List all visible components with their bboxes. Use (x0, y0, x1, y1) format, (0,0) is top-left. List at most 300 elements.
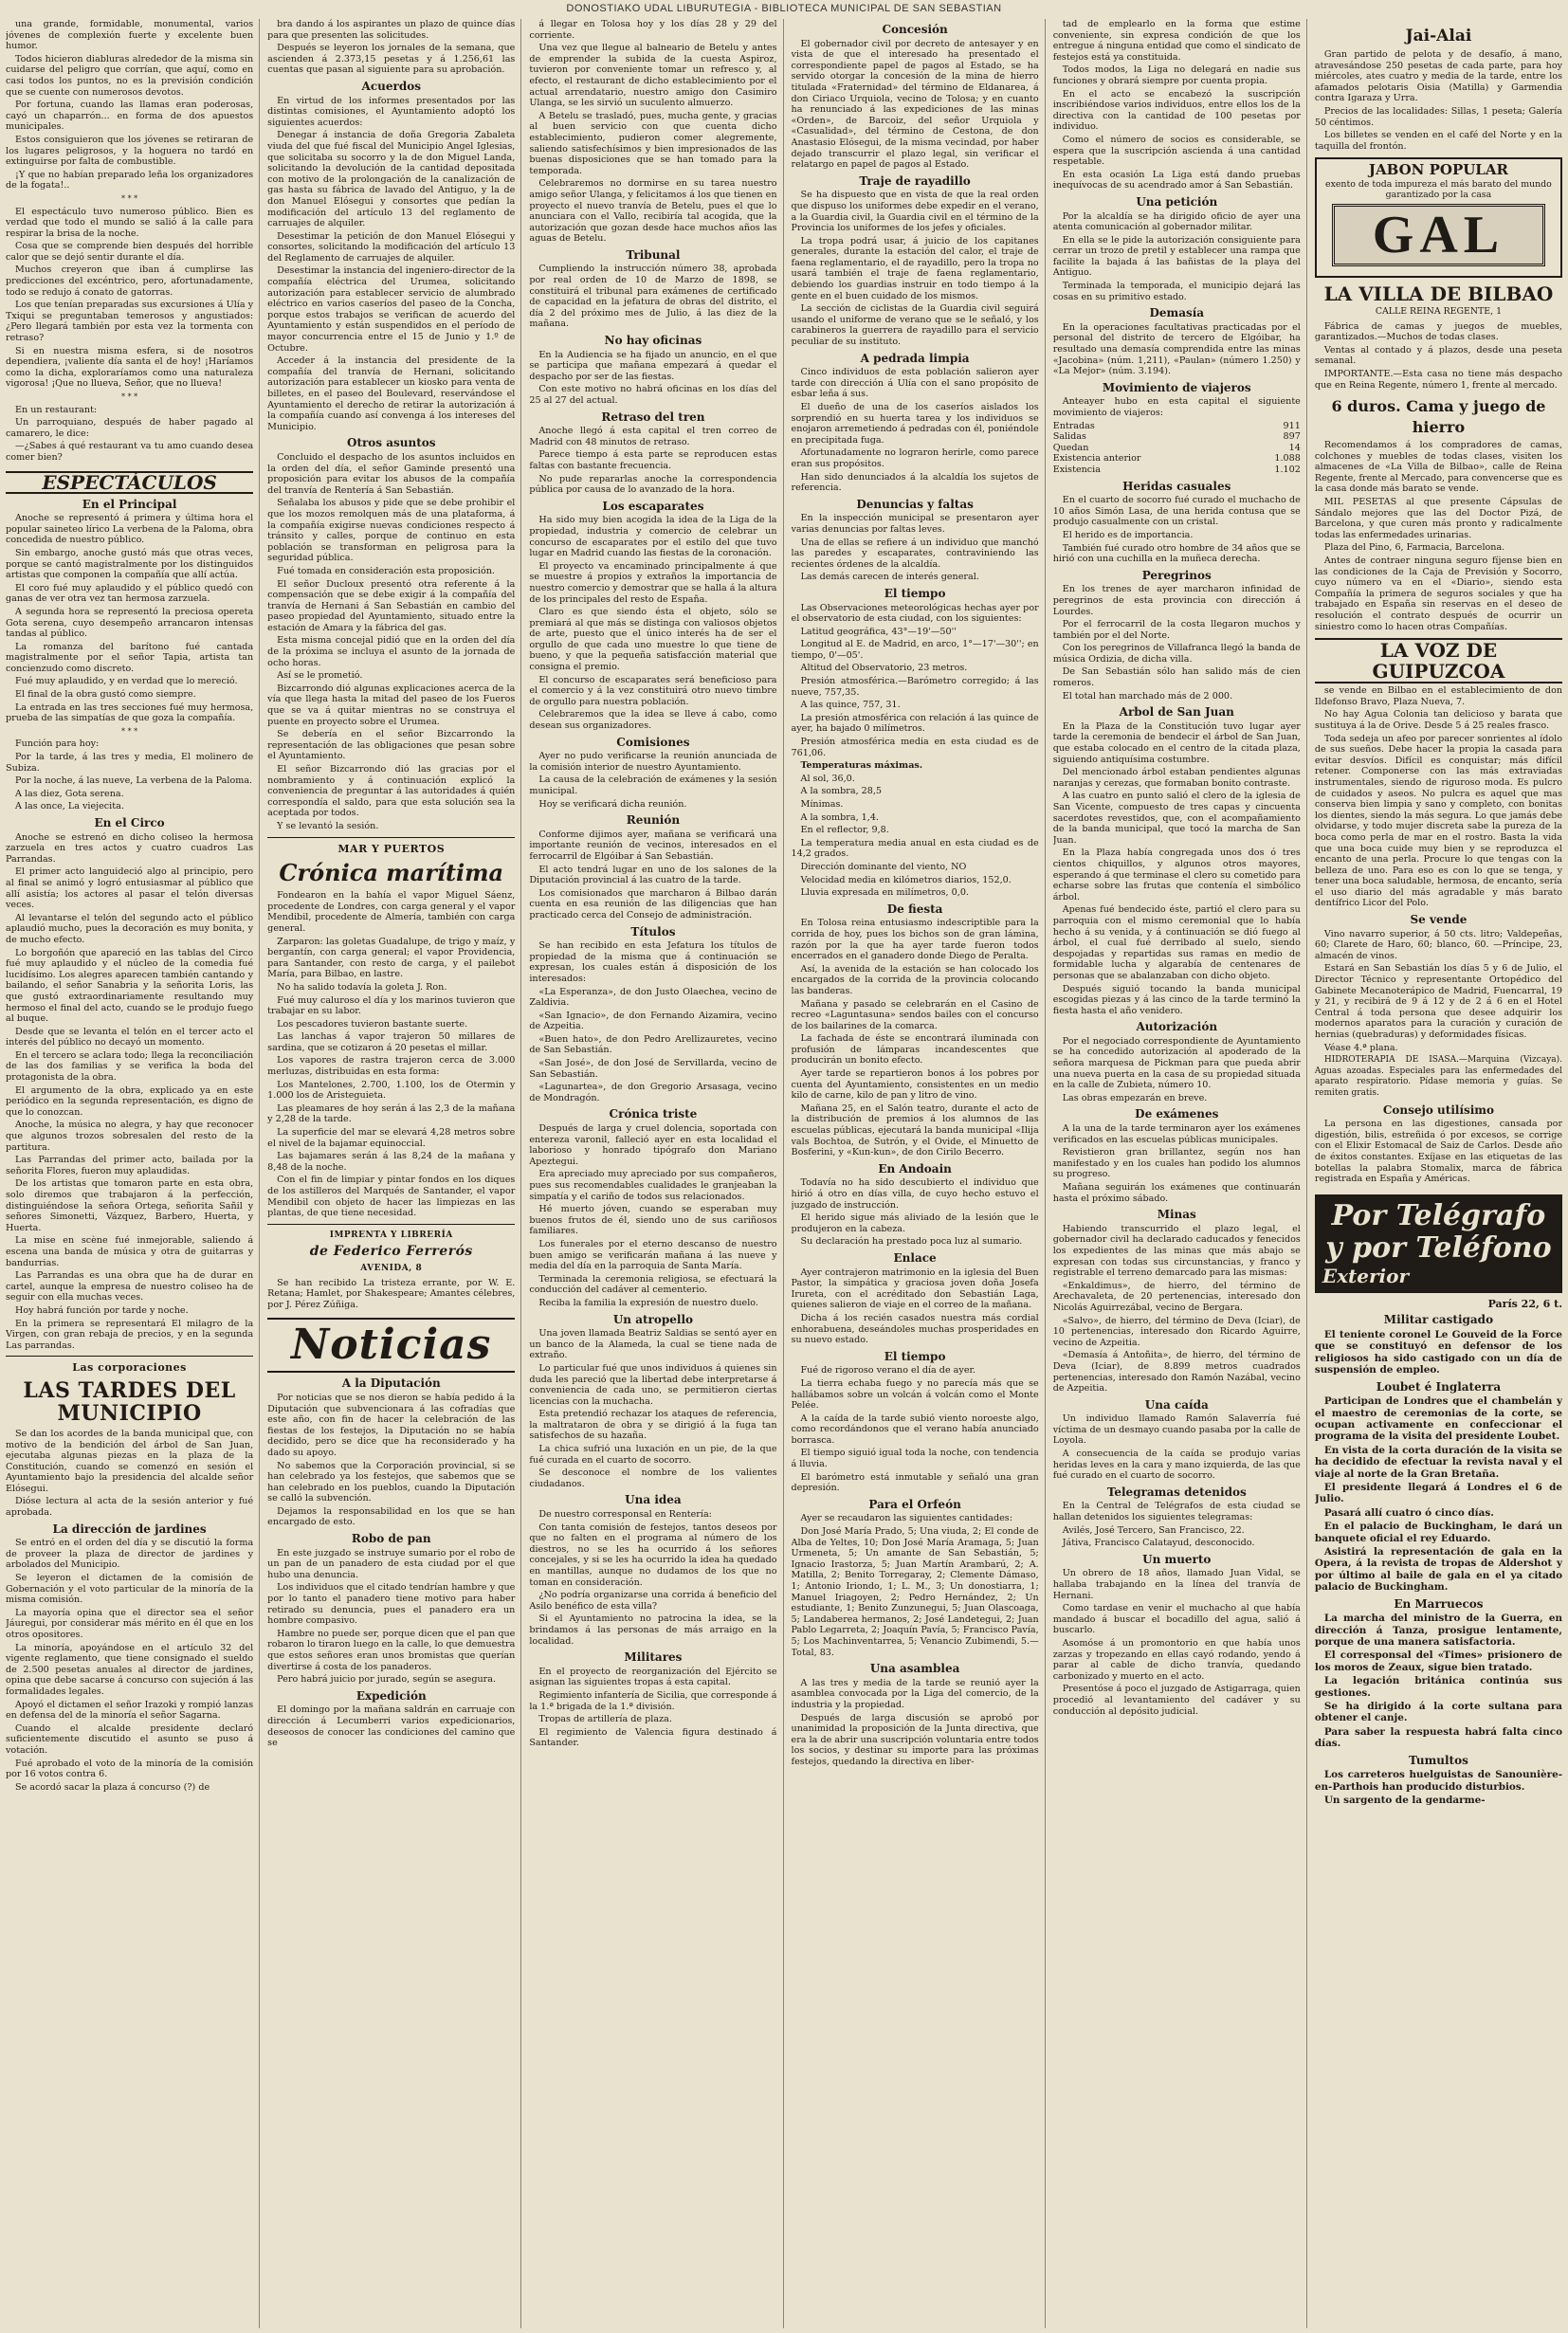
tardes-paras (6, 1429, 253, 1519)
paragraph: Dejamos la responsabilidad en los que se han encargado de esto. (267, 1505, 516, 1528)
paragraph: Los individuos que el citado tendrían hambre y que por lo tanto el panadero tiene motivo para haber retirado su denuncia, pues el panadero era un hombre compasivo. (267, 1582, 516, 1627)
fiesta-paras (792, 918, 1039, 1157)
paragraph: La presión atmosférica con relación á las quince de ayer, ha bajado 0 milímetros. (791, 712, 1039, 735)
paragraph: En un restaurant: (15, 404, 98, 415)
paragraph: Celebraremos no dormirse en su tarea nuestro amigo señor Ulanga, y felicitamos á los que tienen en proyecto el nuevo tranvía de Betelu, pues el que lo anunciara con el Vallo, recibiría tal acogida, que la autorización que gozan desde hace muchos años las aguas de Betelu. (529, 178, 777, 245)
divider (267, 837, 515, 838)
subsection-title-idea: Una idea (625, 1493, 682, 1507)
paragraph: No sabemos que la Corporación provincial, si se han celebrado ya los festejos, que sabemos que se han celebrado en los pueblos, cuando la Diputación se calló la subvención. (267, 1460, 516, 1504)
paragraph: A las cuatro en punto salió el clero de la iglesia de San Vicente, compuesto de tres capas y cincuenta sacerdotes revestidos, que, con el acompañamiento de la banda municipal, que tocó la marcha de San Juan. (1052, 791, 1301, 846)
paragraph: A las tres y media de la tarde se reunió ayer la asamblea convocada por la Liga del comercio, de la industria y la propiedad. (791, 1677, 1039, 1710)
paragraph: Desestimar la petición de don Manuel Elósegui y consortes, solicitando la modificación del artículo 13 del Reglamento de carruajes de alquiler. (267, 230, 516, 264)
paragraph: Denegar á instancia de doña Gregoria Zabaleta viuda del que fué fiscal del Municipio Angel Iglesias, que solicitaba su socorro y la de don Miguel Landa, solicitando la devolución de la cantidad depositada con motivo de la prolongación de la canalización de gas hasta su fábrica de lavado del Antiguo, y la de don Manuel Elósegui y consortes que pedían la modificación del artículo 13 del reglamento de carruajes de alquiler. (267, 130, 516, 229)
subsection-title-militares: Militares (624, 1650, 683, 1665)
paragraph: «Buen hato», de don Pedro Arellizauretes, vecino de San Sebastián. (529, 1033, 777, 1056)
viajeros-label: Existencia (1052, 464, 1101, 475)
paragraph: Un sargento de la gendarme- (1323, 1795, 1486, 1807)
paragraph: Participan de Londres que el chambelán y el maestro de ceremonias de la corte, se ocupan activamente en confeccionar el programa de la visita del presidente Loubet. (1314, 1395, 1563, 1443)
paragraph: La mise en scène fué inmejorable, saliendo á escena una banda de música y otra de guitarras y bandurrias. (6, 1235, 254, 1268)
paragraph: El concurso de escaparates será beneficioso para el comercio y á la vez constituirá otro nuevo timbre de orgullo para nuestra población. (529, 674, 777, 707)
subsection-title-escaparates: Los escaparates (602, 499, 704, 513)
paragraph: Se entró en el orden del día y se discutió la forma de proveer la plaza de director de jardines y arbolados del Municipio. (6, 1538, 254, 1571)
caida-paras (1053, 1413, 1301, 1482)
paragraph: Con tanta comisión de festejos, tantos deseos por que no falten en el programa al número de los diestros, no se les ha ocurrido á los señores concejales, y si se les ha ocurrido la idea ha quedado en mantillas, aunque no dudamos de los que no toman en consideración. (529, 1522, 777, 1588)
paragraph: El coro fué muy aplaudido y el público quedó con ganas de ver otra vez tan hermosa zarzuela. (6, 582, 254, 605)
paragraph: Fondearon en la bahía el vapor Miguel Sáenz, procedente de Londres, con carga general y el vapor Mendibil, procedente de Almería, también con carga general. (267, 890, 516, 934)
paragraph: ¿No podría organizarse una corrida á beneficio del Asilo benéfico de esta villa? (529, 1590, 777, 1612)
paragraph: Después se leyeron los jornales de la semana, que ascienden á 2.373,15 pesetas y á 1.256,61 las cuentas que pasan al siguiente para su aprobación. (267, 43, 516, 76)
paragraph: La chica sufrió una luxación en un pie, de la que fué curada en el cuarto de socorro. (529, 1444, 777, 1466)
paragraph: En este juzgado se instruye sumario por el robo de un pan de un panadero de esta ciudad por el que hubo una denuncia. (267, 1547, 516, 1580)
diputacion-paras (267, 1393, 515, 1528)
paragraph: En el reflector, 9,8. (800, 825, 889, 836)
subsection-title-tiempo-2: El tiempo (884, 1349, 946, 1363)
paragraph: Regimiento infantería de Sicilia, que corresponde á la 1.ª brigada de la 1.ª división. (529, 1689, 777, 1712)
separator: * * * (121, 392, 138, 401)
paragraph: Del mencionado árbol estaban pendientes algunas naranjas y cerezas, que formaban bonito contraste. (1052, 767, 1301, 789)
paragraph: Las obras empezarán en breve. (1062, 1092, 1208, 1103)
paragraph: Los Mantelones, 2.700, 1.100, los de Otermin y 1.000 los de Aristeguieta. (267, 1079, 516, 1102)
paragraph: Ayer contrajeron matrimonio en la iglesia del Buen Pastor, la simpática y graciosa joven doña Josefa Irureta, con el acréditado don Sebastián Laga, quienes salieron de viaje en el correo de la mañana. (791, 1267, 1039, 1311)
rayadillo-paras (792, 190, 1039, 347)
paragraph: Por la alcaldía se ha dirigido oficio de ayer una atenta comunicación al gobernador militar. (1052, 210, 1301, 233)
comisiones-paras (529, 751, 776, 810)
paragraph: Precios de las localidades: Sillas, 1 peseta; Galería 50 céntimos. (1314, 105, 1563, 128)
paragraph: En el cuarto de socorro fué curado el muchacho de 10 años Simón Lasa, de una herida contusa que se produjo casualmente con un cristal. (1052, 495, 1301, 528)
paragraph: Mañana seguirán los exámenes que continuarán hasta el próximo sábado. (1052, 1182, 1301, 1204)
paragraph: Se ha dispuesto que en vista de que la real orden que dispuso los uniformes debe expedir en el verano, a la Guardia civil, la Guardia civil en el término de la Provincia los uniformes de los jefes y oficiales. (791, 190, 1039, 234)
paragraph: Ayer tarde se repartieron bonos á los pobres por cuenta del Ayuntamiento, consistentes en un medio kilo de carne, kilo de pan y litro de vino. (791, 1068, 1039, 1102)
paragraph: La superficie del mar se elevará 4,28 metros sobre el nivel de la bajamar equinoccial. (267, 1127, 516, 1149)
paragraph: Mínimas. (800, 799, 844, 810)
paragraph: A la sombra, 28,5 (800, 786, 883, 797)
paragraph: De San Sebastián sólo han salido más de cien romeros. (1052, 666, 1301, 689)
col2-top-paras (267, 19, 515, 76)
paragraph: Los carreteros huelguistas de Sanounière-en-Parthois han producido disturbios. (1314, 1769, 1563, 1793)
reunion-paras (529, 829, 776, 921)
subsection-title-retraso: Retraso del tren (601, 410, 705, 424)
section-title-mar-puertos: MAR Y PUERTOS (337, 842, 446, 855)
paragraph: Conforme dijimos ayer, mañana se verificará una importante reunión de vecinos, interesados en el ferrocarril de Elgóibar á San Sebastián. (529, 829, 777, 862)
paragraph: Fué aprobado el voto de la minoría de la comisión por 16 votos contra 6. (6, 1758, 254, 1780)
viajeros-value: 14 (1288, 442, 1301, 453)
otros-paras (267, 452, 515, 832)
asamblea-paras (792, 1678, 1039, 1768)
paragraph: Bizcarrondo dió algunas explicaciones acerca de la vía que llega hasta la mitad del paseo de los Fueros que se va á quitar mientras no se construya el puente en proyecto sobre el Urumea. (267, 683, 516, 727)
concesion-paras (792, 39, 1039, 171)
paragraph: De los artistas que tomaron parte en esta obra, solo diremos que trabajaron á la perfección, distinguiéndose la señora Ortega, señorita Sañil y señores Simonetti, Vázquez, Barbero, Huerta, y Huerta. (6, 1178, 254, 1233)
peticion-paras (1053, 211, 1301, 303)
subsection-title-marruecos: En Marruecos (1394, 1596, 1484, 1611)
restaurant-paras (6, 405, 253, 464)
paragraph: Si el Ayuntamiento no patrocina la idea, se la brindamos á las personas de más arraigo en la localidad. (529, 1613, 777, 1647)
subsection-title-acuerdos: Acuerdos (361, 79, 421, 93)
paragraph: «La Esperanza», de don Justo Olaechea, vecino de Zaldivia. (529, 986, 777, 1009)
paragraph: El dueño de una de los caseríos aislados los sorprendió en su huerta tarea y los individuos se enojaron arremetiendo á pedradas con él, poniéndole en precipitada fuga. (791, 402, 1039, 446)
recomendamos-paras (1315, 440, 1562, 632)
paragraph: El total han marchado más de 2 000. (1062, 690, 1233, 702)
marruecos-paras (1315, 1613, 1562, 1749)
paragraph: Las Parrandas es una obra que ha de durar en cartel, aunque la empresa de nuestro coliseo ha de seguir con ella muchas veces. (6, 1270, 254, 1303)
paragraph: Velocidad media en kilómetros diarios, 152,0. (800, 874, 1012, 885)
subsection-title-denuncias: Denuncias y faltas (856, 497, 974, 511)
paragraph: Desde que se levanta el telón en el tercer acto el interés del público no decayó un momento. (6, 1026, 254, 1048)
paragraph: En el tercero se aclara todo; llega la reconciliación de las dos familias y se verifica la boda del protagonista de la obra. (6, 1049, 254, 1084)
paragraph: Hé muerto jóven, cuando se esperaban muy buenos frutos de él, siendo uno de sus cariñosos familiares. (529, 1204, 777, 1237)
banner-exterior: Exterior (1322, 1264, 1410, 1287)
subsection-title-expedicion: Expedición (356, 1688, 427, 1703)
viajeros-label: Salidas (1052, 431, 1086, 443)
temperaturas-list (792, 774, 1039, 899)
viajeros-row (1053, 431, 1301, 443)
paragraph: una grande, formidable, monumental, varios jóvenes de complexión fuerte y excelente buen humor. (6, 19, 254, 52)
paragraph: A segunda hora se representó la preciosa opereta Gota serena, cuyo desempeño arrancaron intensas tandas al público. (6, 606, 254, 640)
paragraph: Anoche llegó á esta capital el tren correo de Madrid con 48 minutos de retraso. (529, 426, 777, 447)
paragraph: Fué tomada en consideración esta proposición. (277, 565, 495, 576)
viajeros-value: 911 (1283, 420, 1301, 431)
paragraph: Se desconoce el nombre de los valientes ciudadanos. (529, 1467, 777, 1489)
paragraph: Asistirá la representación de gala en la Opera, á la revista de tropas de Aldershot y por último al baile de gala en el ya citado palacio de Buckingham. (1314, 1546, 1563, 1594)
paragraph: Ha sido muy bien acogida la idea de la Liga de la propiedad, industria y comercio de celebrar un concurso de escaparates por el estilo del que tuvo lugar en Madrid cuando las fiestas de la coronación. (529, 515, 777, 559)
intro-paras (6, 19, 253, 191)
paragraph: Se debería en el señor Bizcarrondo la representación de las obligaciones que pesan sobre el Ayuntamiento. (267, 729, 516, 762)
paragraph: Un parroquiano, después de haber pagado al camarero, le dice: (6, 417, 254, 439)
subsection-title-concesion: Concesión (882, 23, 948, 36)
viajeros-row (1053, 421, 1301, 432)
libreria-title: IMPRENTA Y LIBRERÍA (329, 1230, 453, 1240)
paragraph: En la inspección municipal se presentaron ayer varias denuncias por faltas leves. (791, 513, 1039, 535)
paragraph: Reciba la familia la expresión de nuestro duelo. (538, 1297, 758, 1308)
tumultos-paras (1315, 1769, 1562, 1806)
paragraph: Concluido el despacho de los asuntos incluidos en la orden del día, el señor Gaminde presentó una proposición para evitar los abusos de la compañía del tranvía de Rentería á San Sebastián. (267, 451, 516, 496)
paragraph: Se ha dirigido á la corte sultana para obtener el canje. (1314, 1701, 1563, 1724)
minas-paras (1053, 1224, 1301, 1394)
ad-seis-duros: 6 duros. Cama y juego de hierro (1331, 397, 1546, 437)
paragraph: tad de emplearlo en la forma que estime conveniente, sin expresa condición de que los entregue á ninguna entidad que como el sindicato de festejos está ya constituida. (1052, 19, 1301, 63)
paragraph: De nuestro corresponsal en Rentería: (538, 1509, 712, 1521)
robo-paras (267, 1548, 515, 1686)
separator: * * * (121, 726, 138, 736)
paragraph: La tropa podrá usar, á juicio de los capitanes generales, durante la estación del calor, el traje de faena reglamentario, el de rayadillo, pero la tropa no usará también el traje de faena reglamentario, debiendo los guardias instruir en todo tiempo á la gente en el buen cuidado de los mismos. (791, 235, 1039, 301)
examenes-paras (1053, 1123, 1301, 1204)
paragraph: Al levantarse el telón del segundo acto el público aplaudió mucho, pues la decoración es muy bonita, y de mucho efecto. (6, 912, 254, 945)
subsection-title-muerto: Un muerto (1142, 1552, 1212, 1566)
paragraph: Las demás carecen de interés general. (800, 572, 979, 583)
paragraph: En la Plaza de la Constitución tuvo lugar ayer tarde la ceremonia de bendecir el árbol de San Juan, que estaba colocado en el centro de la citada plaza, siguiendo antiquísima costumbre. (1052, 720, 1301, 765)
paragraph: Con los peregrinos de Villafranca llegó la banda de música Ordizia, de dicha villa. (1052, 643, 1301, 665)
andoain-paras (792, 1177, 1039, 1248)
viajeros-label: Entradas (1052, 420, 1095, 431)
paragraph: La persona en las digestiones, cansada por digestión, bilis, estreñida ó por excesos, se corrige con el Elixir Estomacal de Saiz de Carlos. Desde año de éxitos constantes. Exíjase en las etiquetas de las botellas la palabra Stomalix, marca de fábrica registrada en España y Américas. (1314, 1119, 1563, 1185)
loubet-paras (1315, 1395, 1562, 1594)
paragraph: Estará en San Sebastián los días 5 y 6 de Julio, el Director Técnico y representante Ortopédico del Gabinete Mecanoterápico de Madrid, Fuencarral, 19 y 21, y recibirá de 9 á 12 y de 2 á 6 en el Hotel Central á toda persona que desee adquirir los modernos aparatos para la curación y curación de hernias (quebraduras) y deformidades físicas. (1314, 963, 1563, 1040)
paragraph: Hambre no puede ser, porque dicen que el pan que robaron lo tiraron luego en la calle, lo que demuestra que estos señores eran unos bromistas que querían divertirse á costa de los panaderos. (267, 1628, 516, 1672)
tribunal-paras (529, 264, 776, 330)
paragraph: IMPORTANTE.—Esta casa no tiene más despacho que en Reina Regente, número 1, frente al mercado. (1314, 368, 1563, 391)
column-2 (267, 19, 521, 2328)
subsection-title-andoain: En Andoain (878, 1161, 952, 1176)
subsection-title-se-vende: Se vende (1410, 913, 1468, 927)
telegramas-paras (1053, 1501, 1301, 1548)
paragraph: Avilés, José Tercero, San Francisco, 22. (1062, 1524, 1245, 1536)
banner-telegrafo-line2: y por Teléfono (1325, 1230, 1552, 1265)
paragraph: Muchos creyeron que iban á cumplirse las predicciones del excéntrico, pero, afortunadamente, todo se redujo á conato de gatorras. (6, 264, 254, 298)
orfeon-paras (792, 1513, 1039, 1658)
paragraph: Las lanchas á vapor trajeron 50 millares de sardina, que se cotizaron á 20 pesetas el millar. (267, 1031, 516, 1053)
column-5 (1053, 19, 1307, 2328)
subsection-title-principal: En el Principal (82, 497, 177, 511)
viajeros-value: 1.088 (1274, 453, 1301, 465)
enlace-paras (792, 1267, 1039, 1346)
subsection-title-comisiones: Comisiones (616, 735, 690, 749)
paragraph: Pero habrá juicio por jurado, según se asegura. (277, 1674, 496, 1686)
paragraph: El acto tendrá lugar en uno de los salones de la Diputación provincial á las cuatro de la tarde. (529, 864, 777, 886)
paragraph: Por el ferrocarril de la costa llegaron muchos y también por el del Norte. (1052, 619, 1301, 641)
viajeros-row (1053, 443, 1301, 454)
paragraph: El herido es de importancia. (1062, 529, 1194, 540)
peregrinos-paras (1053, 584, 1301, 702)
paragraph: Presión atmosférica.—Barómetro corregido; á las nueve, 757,35. (791, 676, 1039, 698)
paragraph: Las Parrandas del primer acto, bailada por la señorita Flores, fueron muy aplaudidas. (6, 1155, 254, 1176)
subsection-title-cronica-triste: Crónica triste (609, 1107, 698, 1121)
paragraph: Mañana 25, en el Salón teatro, durante el acto de la distribución de premios á los alumnos de las escuelas públicas, ejecutará la banda municipal «Ilija vals Bochtoa, de Sutrón, y el Ovide, el Minuetto de Bosferini, y «Kun-kun», de don Cirilo Becerro. (791, 1103, 1039, 1158)
libreria-name: de Federico Ferrerós (309, 1244, 473, 1260)
subsection-title-loubet: Loubet é Inglaterra (1376, 1379, 1502, 1394)
paragraph: Los comisionados que marcharon á Bilbao darán cuenta en esa reunión de las diligencias que han practicado cerca del Consejo de administración. (529, 887, 777, 920)
acuerdos-paras (267, 96, 515, 433)
paragraph: Ayer no pudo verificarse la reunión anunciada de la comisión interior de nuestro Ayuntamiento. (529, 751, 777, 773)
paragraph: Se dan los acordes de la banda municipal que, con motivo de la bendición del árbol de San Juan, ejecutaba algunas piezas en la plaza de la Constitución, cuando se comenzó en sesión el Ayuntamiento bajo la presidencia del alcalde señor Elósegui. (6, 1428, 254, 1494)
paragraph: A las once, La viejecita. (15, 801, 124, 812)
paragraph: La entrada en las tres secciones fué muy hermosa, prueba de las simpatías de que goza la compañía. (6, 702, 254, 724)
paragraph: Un individuo llamado Ramón Salaverría fué víctima de un desmayo cuando pasaba por la calle de Loyola. (1052, 1413, 1301, 1447)
divider (6, 1356, 253, 1357)
paragraph: En esta ocasión La Liga está dando pruebas inequívocas de su acendrado amor á San Sebastián. (1052, 169, 1301, 191)
paragraph: Vino navarro superior, á 50 cts. litro; Valdepeñas, 60; Clarete de Haro, 60; blanco, 60. —Príncipe, 23, almacén de vinos. (1314, 928, 1563, 961)
paragraph: Esta pretendió rechazar los ataques de referencia, la maltrataron de obra y se dirigió á la fuga tan satisfechos de su hazaña. (529, 1409, 777, 1442)
paragraph: Con el fin de limpiar y pintar fondos en los diques de los astilleros del Marqués de Santander, el vapor Mendibil con objeto de hacer las limpiezas en las plantas, de que tiene necesidad. (267, 1175, 516, 1219)
paragraph: Asomóse á un promontorio en que había unos zarzas y tropezando en ellas cayó rodando, yendo á parar al cable de dicho tranvía, quedando carbonizado y muerto en el acto. (1052, 1637, 1301, 1682)
paragraph: Dirección dominante del viento, NO (800, 861, 967, 872)
paragraph: El argumento de la obra, explicado ya en este periódico en la segunda representación, es digno de que lo conozcan. (6, 1084, 254, 1118)
paragraph: Ayer se recaudaron las siguientes cantidades: (800, 1513, 1012, 1524)
denuncias-paras (792, 513, 1039, 583)
paragraph: Véase 4.ª plana. (1323, 1042, 1398, 1053)
subsection-title-autorizacion: Autorización (1136, 1020, 1218, 1034)
funcion-paras (6, 738, 253, 812)
subsection-title-robo: Robo de pan (351, 1532, 431, 1546)
subsection-title-heridas: Heridas casuales (1122, 479, 1231, 493)
banner-telegrafo (1315, 1194, 1562, 1293)
subsection-title-enlace: Enlace (893, 1250, 937, 1265)
viajeros-row (1053, 453, 1301, 465)
paragraph: En la primera se representará El milagro de la Virgen, con gran rebaja de precios, y en la segunda Las parrandas. (6, 1318, 254, 1351)
paragraph: Fábrica de camas y juegos de muebles, garantizados.—Muchos de todas clases. (1314, 320, 1563, 343)
paragraph: Los pescadores tuvieron bastante suerte. (277, 1018, 468, 1030)
paragraph: Habiendo transcurrido el plazo legal, el gobernador civil ha declarado caducados y fenecidos los expedientes de las minas que más abajo se expresan con todas sus circunstancias, y franco y registrable el terreno demarcado para las mismas: (1052, 1223, 1301, 1279)
paragraph: Zarparon: las goletas Guadalupe, de trigo y maíz, y bergantín, con carga general; el vapor Providencia, para Santander, con resto de carga, y el pailebot María, para Bilbao, en lastre. (267, 936, 516, 980)
paragraph: Játiva, Francisco Calatayud, desconocido. (1062, 1538, 1255, 1549)
subsection-title-titulos: Títulos (630, 924, 676, 939)
paragraph: bra dando á los aspirantes un plazo de quince días para que presenten las solicitudes. (267, 19, 516, 41)
circo-paras (6, 832, 253, 1352)
autorizacion-paras (1053, 1036, 1301, 1104)
paragraph: Función para hoy: (15, 738, 100, 750)
viajeros-label: Existencia anterior (1052, 453, 1141, 465)
paragraph: Fué muy aplaudido, y en verdad que lo mereció. (15, 676, 238, 687)
paragraph: Celebraremos que la idea se lleve á cabo, como desean sus organizadores. (529, 709, 777, 732)
paragraph: Por la noche, á las nueve, La verbena de la Paloma. (15, 775, 253, 787)
viajeros-label: Quedan (1052, 442, 1089, 453)
subsection-title-tiempo: El tiempo (884, 586, 946, 600)
ad-voz-guipuzcoa: LA VOZ DE GUIPUZCOA (1315, 638, 1562, 683)
retraso-paras (529, 426, 776, 496)
arbol-paras (1053, 721, 1301, 1016)
paragraph: á llegar en Tolosa hoy y los días 28 y 29 del corriente. (529, 19, 777, 41)
paragraph: En ella se le pide la autorización consiguiente para cerrar un trozo de pretil y establecer una rampa que facilite la bajada á las bañistas de la playa del Antiguo. (1052, 234, 1301, 279)
paragraph: A las quince, 757, 31. (800, 700, 901, 711)
cronica-triste-paras (529, 1123, 776, 1309)
escaparates-paras (529, 515, 776, 731)
paragraph: En vista de la corta duración de la visita se ha decidido de efectuar la revista naval y el viaje al norte de la Gran Bretaña. (1314, 1444, 1563, 1480)
viajeros-table (1053, 421, 1301, 476)
paragraph: La sección de ciclistas de la Guardia civil seguirá usando el uniforme de verano que se le señaló, y los carabineros la guerrera de rayadillo para el servicio peculiar de su instituto. (791, 303, 1039, 348)
subsection-title-telegramas: Telegramas detenidos (1106, 1485, 1247, 1499)
paragraph: En el proyecto de reorganización del Ejército se asignan las siguientes tropas á esta capital. (529, 1666, 777, 1688)
ad-villa-bilbao-address: CALLE REINA REGENTE, 1 (1375, 305, 1503, 317)
paragraph: Cosa que se comprende bien después del horrible calor que se dejó sentir durante el día. (6, 241, 254, 263)
paragraph: No pude repararlas anoche la correspondencia pública por causa de lo avanzado de la hora. (529, 473, 777, 496)
paragraph: El presidente llegará á Londres el 6 de Julio. (1314, 1481, 1563, 1505)
tiempo-paras (792, 603, 1039, 759)
paragraph: Cumpliendo la instrucción número 38, aprobada por real orden de 10 de Marzo de 1898, se constituirá el tribunal para exámenes de certificado de capacidad en la jefatura de obras del distrito, el día 2 del próximo mes de Julio, á las diez de la mañana. (529, 264, 777, 330)
paragraph: En virtud de los informes presentados por las distintas comisiones, el Ayuntamiento adoptó los siguientes acuerdos: (267, 95, 516, 128)
paragraph: Presentóse á poco el juzgado de Astigarraga, quien procedió al levantamiento del cadáver y su conducción al depósito judicial. (1052, 1684, 1301, 1717)
subsection-title-circo: En el Circo (94, 816, 165, 829)
paragraph: Si en nuestra misma esfera, si de nosotros dependiera, ¡valiente día santa el de hoy! ¡Haríamos como la dicha, exploraríamos como una naturaleza vigorosa! ¡Que no llueva, Señor, que no llueva! (6, 345, 254, 390)
paragraph: La minoría, apoyándose en el artículo 32 del vigente reglamento, que tiene consignado el sueldo de 2.500 pesetas anuales al director de jardines, opina que debe sacarse á concurso con sujeción á las formalidades legales. (6, 1642, 254, 1697)
paragraph: —¿Sabes á qué restaurant va tu amo cuando desea comer bien? (6, 441, 254, 463)
paragraph: Acceder á la instancia del presidente de la compañía del tranvía de Hernani, solicitando autorización para establecer un kiosko para venta de billetes, en el paseo del Boulevard, reservándose el Ayuntamiento el derecho de retirar la autorización á la compañía cuando así convenga á los intereses del Municipio. (267, 355, 516, 432)
paragraph: También fué curado otro hombre de 34 años que se hirió con una cuchilla en la muñeca derecha. (1052, 542, 1301, 565)
paragraph: En el acto se encabezó la suscripción inscribiéndose varios individuos, entre ellos los de la directiva con la cantidad de 100 pesetas por individuo. (1052, 88, 1301, 133)
paragraph: Latitud geográfica, 43°—19'—50'' (800, 626, 957, 637)
idea-paras (529, 1509, 776, 1647)
paragraph: El herido sigue más aliviado de la lesión que le produjeron en la cabeza. (791, 1212, 1039, 1234)
subsection-title-peticion: Una petición (1136, 194, 1218, 209)
paragraph: Y se levantó la sesión. (277, 820, 379, 831)
paragraph: «San Ignacio», de don Fernando Aizamira, vecino de Azpeitia. (529, 1010, 777, 1032)
paragraph: Recomendamos á los compradores de camas, colchones y muebles de todas clases, visiten los almacenes de «La Villa de Bilbao», calle de Reina Regente, frente al Mercado, para convencerse que es la casa donde más barato se vende. (1314, 440, 1563, 495)
archive-source-bar: DONOSTIAKO UDAL LIBURUTEGIA - BIBLIOTECA MUNICIPAL DE SAN SEBASTIAN (566, 3, 1002, 14)
paragraph: Afortunadamente no lograron herirle, como parece eran sus propósitos. (791, 447, 1039, 469)
ad-villa-bilbao-title: LA VILLA DE BILBAO (1323, 282, 1554, 305)
paragraph: La mayoría opina que el director sea el señor Jáuregui, por considerar más mérito en él que en los otros opositores. (6, 1607, 254, 1640)
paragraph: La romanza del barítono fué cantada magistralmente por el señor Tapia, artista tan concienzudo como discreto. (6, 641, 254, 674)
paragraph: La causa de la celebración de exámenes y la sesión municipal. (529, 775, 777, 796)
paragraph: Sin embargo, anoche gustó más que otras veces, porque se cantó magistralmente por los distinguidos artistas que componen la compañía que allí actúa. (6, 547, 254, 581)
paragraph: El barómetro está inmutable y señaló una gran depresión. (791, 1471, 1039, 1494)
militares-paras (529, 1667, 776, 1749)
paragraph: No ha salido todavía la goleta J. Ron. (277, 981, 447, 993)
subsection-title-peregrinos: Peregrinos (1141, 568, 1212, 582)
paragraph: Revistieron gran brillantez, según nos han manifestado y en los cuales han podido los alumnos su progreso. (1052, 1147, 1301, 1180)
paragraph: El regimiento de Valencia figura destinado á Santander. (529, 1726, 777, 1749)
subsection-title-oficinas: No hay oficinas (604, 334, 702, 348)
militar-paras (1315, 1329, 1562, 1376)
paragraph: Por la tarde, á las tres y media, El molinero de Subiza. (6, 752, 254, 774)
ad-marquina: HIDROTERAPIA DE ISASA.—Marquina (Vizcaya). Aguas azoadas. Especiales para las enfermedades del aparato respiratorio. Pídase memoria y guías. Se remiten gratis. (1314, 1055, 1563, 1098)
paragraph: Todos modos, la Liga no delegará en nadie sus funciones y obrará siempre por cuenta propia. (1052, 64, 1301, 86)
paragraph: Como el número de socios es considerable, se espera que la suscripción ascienda á una cantidad respetable. (1052, 134, 1301, 168)
paragraph: Señalaba los abusos y pide que se debe prohibir el que los mozos remolquen más de una plataforma, á la compañía exigirse nuevas condiciones respecto á tránsito y calles, porque de continuo en esta población se transforman en peligrosa para la seguridad pública. (267, 498, 516, 564)
ad-jabon-title: JABON POPULAR (1368, 161, 1508, 179)
paragraph: Lo borgoñón que apareció en las tablas del Circo fué muy aplaudido y el núcleo de la comedia fué lucidísimo. Los alegres aparecen también cantando y bailando, el señor Sanabria y la señorita Loris, las que gustó extraordinariamente resultando muy hermoso el final del acto, cuando se le produjo fuego al buque. (6, 947, 254, 1025)
subsection-title-otros-asuntos: Otros asuntos (346, 436, 436, 450)
ad-jabon-text: exento de toda impureza el más barato del mundo garantizado por la casa (1325, 178, 1552, 200)
paragraph: Terminada la temporada, el municipio dejará las cosas en su primitivo estado. (1052, 281, 1301, 302)
paragraph: Anoche se representó á primera y última hora el popular saineteo lírico La verbena de la Paloma, obra concedida de nuestro público. (6, 513, 254, 546)
banner-telegrafo-line1: Por Telégrafo (1331, 1198, 1546, 1232)
paragraph: Anoche, la música no alegra, y hay que reconocer que algunos trozos sobresalen del resto de la partitura. (6, 1120, 254, 1153)
paragraph: Gran partido de pelota y de desafío, á mano, atravesándose 250 pesetas de cada parte, para hoy miércoles, ates cuatro y media de la tarde, entre los afamados pelotaris Oisia (Matilla) y Garmendia contra Igaraza y Urra. (1314, 49, 1563, 104)
subsection-title-tumultos: Tumultos (1409, 1753, 1468, 1767)
subsection-title-viajeros: Movimiento de viajeros (1102, 380, 1251, 394)
paragraph: Para saber la respuesta habrá falta cinco días. (1314, 1725, 1563, 1750)
paragraph: En Tolosa reina entusiasmo indescriptible para la corrida de hoy, pues los bichos son de gran lámina, razón por la que ha ayer tarde fueron todos encerrados en el ganadero donde Diego de Peralta. (791, 918, 1039, 962)
subsection-title-minas: Minas (1157, 1208, 1196, 1222)
paragraph: «Demasía á Antoñita», de hierro, del término de Deva (Iciar), de 8.899 metros cuadrados pertenencias, interesado don Ramón Nazábal, vecino de Azpeitia. (1052, 1350, 1301, 1394)
calor-paras (6, 207, 253, 391)
column-6 (1315, 19, 1562, 2328)
paragraph: ¡Y que no habían preparado leña los organizadores de la fogata!.. (6, 169, 254, 191)
subsection-title-arbol: Arbol de San Juan (1119, 705, 1234, 720)
paragraph: El señor Bizcarrondo dió las gracias por el nombramiento y á continuación explicó la conveniencia de preguntar á las autoridades á quién correspondía el saldo, para que esta solución sea la aceptada por todos. (267, 764, 516, 819)
paragraph: Don José María Prado, 5; Una viuda, 2; El conde de Alba de Yeltes, 10; Don José María Aramaga, 5; Juan Urmeneta, 5; Un amante de San Sebastián, 5; Ignacio Irastorza, 5; Juan Martín Arambarú, 2; A. Matilla, 2; Benito Torregaray, 2; Clemente Dámaso, 1; Antonio Iriondo, 1; L. M., 3; Un donostiarra, 1; Manuel Iriagoyen, 2; Pedro Hernández, 2; Un estudiante, 1; Benito Zunzunegui, 5; Juan Olascoaga, 5; Landaberea hermanos, 2; José Landetegui, 2; Juan Pablo Legarreta, 2; Joaquín Pavía, 5; Francisco Pavía, 5; Los Machinventarrea, 5; Venancio Zubimendi, 5.—Total, 83. (791, 1526, 1039, 1658)
paragraph: Hoy se verificará dicha reunión. (538, 798, 687, 810)
villa-paras (1315, 321, 1562, 392)
paragraph: En los trenes de ayer marcharon infinidad de peregrinos de esta provincia con dirección á Lourdes. (1052, 584, 1301, 617)
paragraph: Lo particular fué que unos individuos á quienes sin duda les pareció que la libertad debe interpretarse á conveniencia de cada uno, se permitieron ciertas licencias con la muchacha. (529, 1362, 777, 1407)
paragraph: Por noticias que se nos dieron se había pedido á la Diputación que subvencionara á las cofradías que este año, con fin de hacer la celebración de las fiestas de los festejos, la Diputación no se había decidido, pero se dice que ha reconsiderado y ha dado su apoyo. (267, 1392, 516, 1458)
subsection-title-diputacion: A la Diputación (341, 1376, 441, 1391)
paragraph: El primer acto languideció algo al principio, pero al final se animó y logró entusiasmar al público que allí asistía; los actores al pasar el telón diversas veces. (6, 866, 254, 911)
paragraph: se vende en Bilbao en el establecimiento de don Ildefonso Bravo, Plaza Nueva, 7. (1314, 685, 1563, 707)
paragraph: El corresponsal del «Times» prisionero de los moros de Zeaux, sigue bien tratado. (1314, 1650, 1563, 1673)
viajeros-row (1053, 465, 1301, 476)
paragraph: Lluvia expresada en milímetros, 0,0. (800, 887, 969, 899)
paragraph: Ventas al contado y á plazos, desde una peseta semanal. (1314, 344, 1563, 367)
paragraph: Han sido denunciados á la alcaldía los sujetos de referencia. (791, 471, 1039, 494)
paragraph: El teniente coronel Le Gouveid de la Force que se constituyó en defensor de los religiosos ha sido castigado con un día de suspensión de empleo. (1314, 1328, 1563, 1376)
heridas-paras (1053, 495, 1301, 565)
temperaturas-title: Temperaturas máximas. (800, 760, 923, 772)
paragraph: Anoche se estrenó en dicho coliseo la hermosa zarzuela en tres actos y cuatro cuadros Las Parrandas. (6, 831, 254, 865)
paragraph: Presión atmosférica media en esta ciudad es de 761,06. (791, 737, 1039, 758)
column-1 (6, 19, 260, 2328)
paragraph: A Betelu se trasladó, pues, mucha gente, y gracias al buen servicio con que cuenta dicho establecimiento, pudieron comer alegremente, saliendo satisfechísimos y bien impresionados de las buenas disposiciones que se han tomado para la temporada. (529, 110, 777, 176)
dateline-paris: París 22, 6 t. (1487, 1297, 1563, 1310)
paragraph: «Enkaldimus», de hierro, del término de Arechavaleta, de 20 pertenencias, interesado don Nicolás Aguirrezábal, vecino de Bergara. (1052, 1280, 1301, 1313)
paragraph: Las pleamares de hoy serán á las 2,3 de la mañana y 2,28 de la tarde. (267, 1103, 516, 1125)
subsection-title-caida: Una caída (1144, 1397, 1209, 1412)
vende-paras (1315, 929, 1562, 1054)
paragraph: Fué de rigoroso verano el día de ayer. (800, 1365, 976, 1376)
paragraph: Fué muy caluroso el día y los marinos tuvieron que trabajar en su labor. (267, 994, 516, 1017)
subsection-title-demasia: Demasía (1149, 306, 1205, 320)
paragraph: Todos hicieron diabluras alrededor de la misma sin cuidarse del peligro que corrían, que aquí, como en casi todos los puntos, no es la previsión condición que se cuente con numerosos devotos. (6, 53, 254, 98)
demasia-paras (1053, 322, 1301, 377)
